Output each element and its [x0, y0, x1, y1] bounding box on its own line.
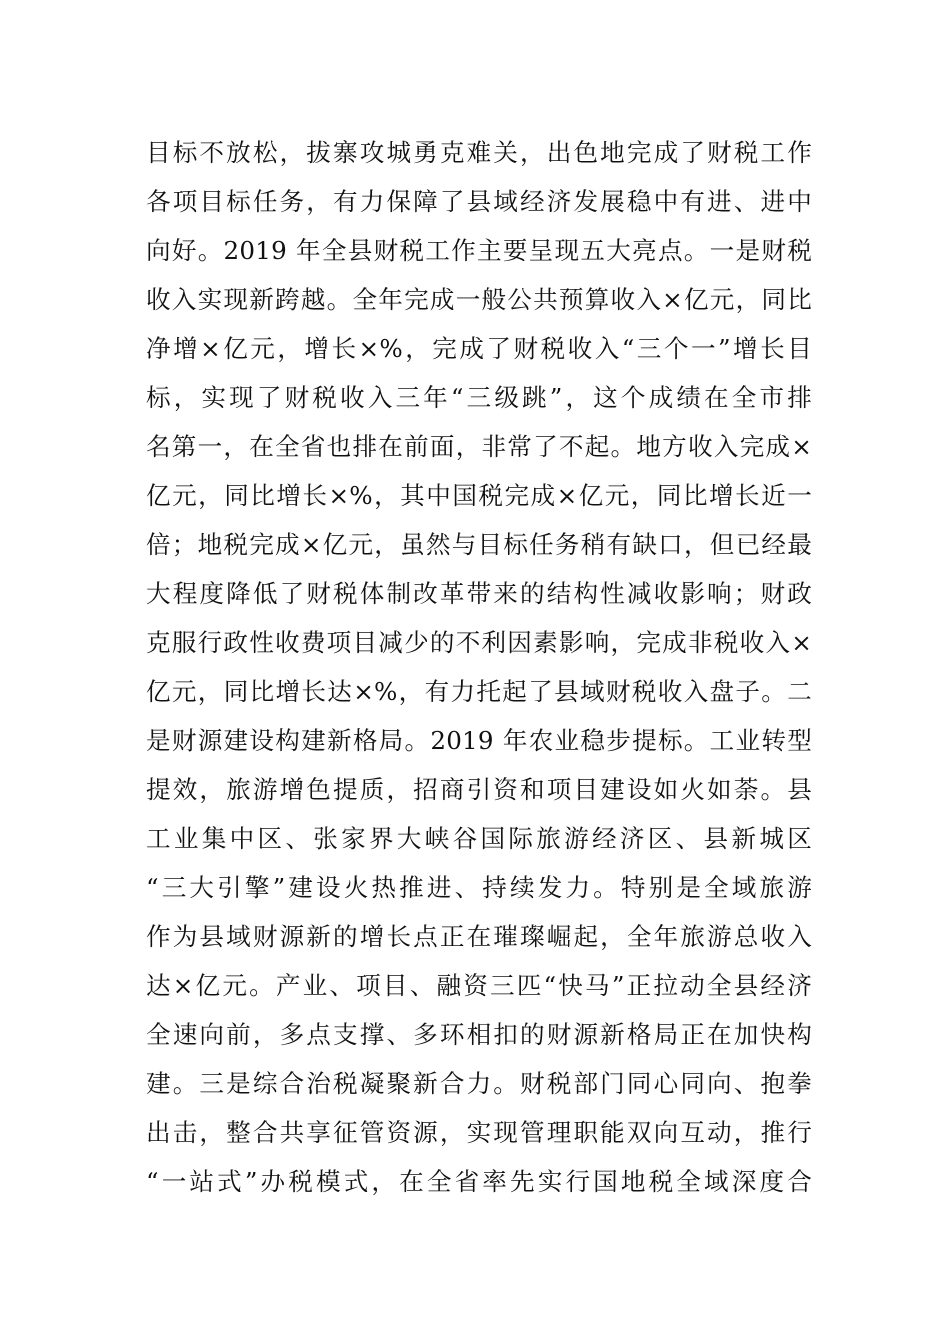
- text-line: 倍；地税完成×亿元，虽然与目标任务稍有缺口，但已经最: [146, 530, 812, 559]
- text-line: 净增×亿元，增长×%，完成了财税收入“三个一”增长目: [146, 334, 812, 363]
- text-line: 各项目标任务，有力保障了县域经济发展稳中有进、进中: [146, 187, 812, 216]
- text-line: 提效，旅游增色提质，招商引资和项目建设如火如荼。县: [146, 775, 812, 804]
- text-line: 目标不放松，拔寨攻城勇克难关，出色地完成了财税工作: [146, 138, 812, 167]
- text-line: “一站式”办税模式，在全省率先实行国地税全域深度合: [146, 1167, 812, 1196]
- text-line: 亿元，同比增长×%，其中国税完成×亿元，同比增长近一: [146, 481, 812, 510]
- text-line: 是财源建设构建新格局。2019 年农业稳步提标。工业转型: [146, 726, 812, 755]
- text-line: 大程度降低了财税体制改革带来的结构性减收影响；财政: [146, 579, 812, 608]
- text-line: 作为县域财源新的增长点正在璀璨崛起，全年旅游总收入: [146, 922, 812, 951]
- text-line: 向好。2019 年全县财税工作主要呈现五大亮点。一是财税: [146, 236, 812, 265]
- text-line: 标，实现了财税收入三年“三级跳”，这个成绩在全市排: [146, 383, 812, 412]
- text-line: 亿元，同比增长达×%，有力托起了县域财税收入盘子。二: [146, 677, 812, 706]
- text-line: 出击，整合共享征管资源，实现管理职能双向互动，推行: [146, 1118, 812, 1147]
- text-line: “三大引擎”建设火热推进、持续发力。特别是全域旅游: [146, 873, 812, 902]
- text-line: 达×亿元。产业、项目、融资三匹“快马”正拉动全县经济: [146, 971, 812, 1000]
- text-line: 工业集中区、张家界大峡谷国际旅游经济区、县新城区: [146, 824, 812, 853]
- body-paragraph: [146, 128, 812, 1206]
- text-line: 名第一，在全省也排在前面，非常了不起。地方收入完成×: [146, 432, 812, 461]
- text-line: 建。三是综合治税凝聚新合力。财税部门同心同向、抱拳: [146, 1069, 812, 1098]
- text-line: 全速向前，多点支撑、多环相扣的财源新格局正在加快构: [146, 1020, 812, 1049]
- text-line: 收入实现新跨越。全年完成一般公共预算收入×亿元，同比: [146, 285, 812, 314]
- text-line: 克服行政性收费项目减少的不利因素影响，完成非税收入×: [146, 628, 812, 657]
